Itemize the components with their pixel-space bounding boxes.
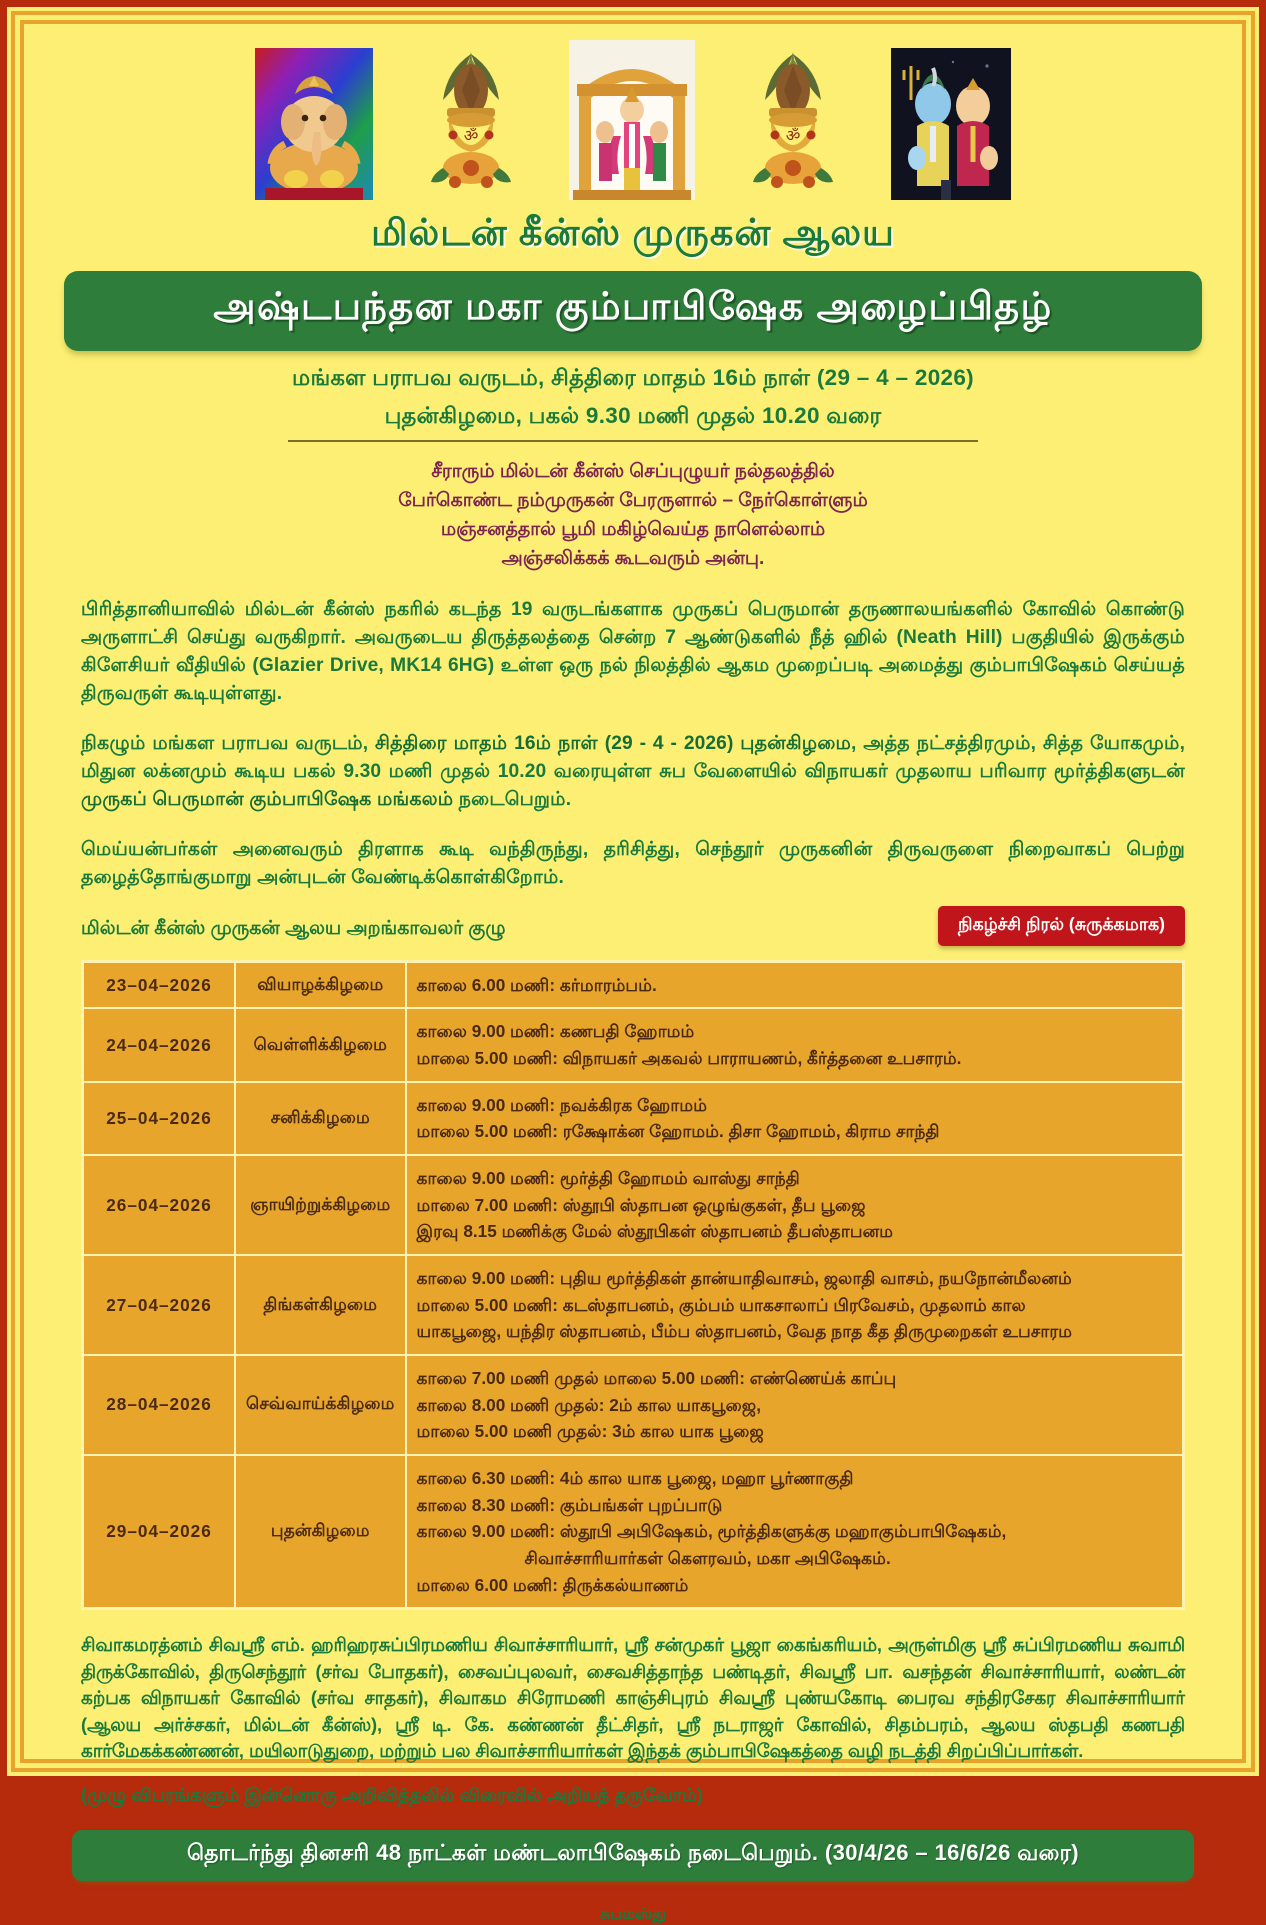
schedule-event-line: சிவாச்சாரியார்கள் கௌரவம், மகா அபிஷேகம். xyxy=(524,1547,891,1568)
schedule-day-cell: சனிக்கிழமை xyxy=(235,1082,406,1155)
schedule-events-cell xyxy=(406,1155,1183,1255)
schedule-day-cell: வியாழக்கிழமை xyxy=(235,962,406,1009)
schedule-table-body xyxy=(83,962,1183,1608)
schedule-event-line: மாலை 5.00 மணி: கடஸ்தாபனம், கும்பம் யாகசாலாப் பிரவேசம், முதலாம் கால xyxy=(416,1294,1026,1315)
ganesha-image xyxy=(255,48,373,200)
kumbabishekam-highlight: முருகப் பெருமான் கும்பாபிஷேக மங்கலம் xyxy=(81,788,454,810)
schedule-event-line: காலை 9.00 மணி: மூர்த்தி ஹோமம் வாஸ்து சாந்தி xyxy=(416,1168,800,1189)
kalasam-image-left xyxy=(419,42,523,200)
frame-layer-yellow-outer xyxy=(7,7,1259,1923)
frame-layer-orange-outer xyxy=(11,11,1255,1923)
frame-layer-orange-inner xyxy=(20,20,1246,1923)
schedule-date-cell: 28–04–2026 xyxy=(83,1355,235,1455)
schedule-row xyxy=(83,1255,1183,1355)
deity-image-strip xyxy=(24,24,1242,206)
schedule-event-line: காலை 6.30 மணி: 4ம் கால யாக பூஜை, மஹா பூர்ணாகுதி xyxy=(416,1467,854,1488)
schedule-row xyxy=(83,1082,1183,1155)
committee-line: மில்டன் கீன்ஸ் முருகன் ஆலய அறங்காவலர் குழு xyxy=(81,917,506,939)
body-content xyxy=(24,596,1242,1808)
paragraph-ceremony-timing xyxy=(81,730,1185,814)
agenda-badge[interactable]: நிகழ்ச்சி நிரல் (சுருக்கமாக) xyxy=(938,906,1185,946)
schedule-event-line: காலை 8.30 மணி: கும்பங்கள் புறப்பாடு xyxy=(416,1494,723,1515)
shiva-parvati-image xyxy=(891,48,1011,200)
schedule-date-cell: 27–04–2026 xyxy=(83,1255,235,1355)
schedule-events-cell xyxy=(406,962,1183,1009)
p1-segment-2: பகுதியில் இருக்கும் கிளேசியர் வீதியில் xyxy=(81,626,1185,676)
schedule-row xyxy=(83,1455,1183,1608)
schedule-day-cell: திங்கள்கிழமை xyxy=(235,1255,406,1355)
schedule-event-line: காலை 9.00 மணி: புதிய மூர்த்திகள் தான்யாதிவாசம், ஜலாதி வாசம், நயநோன்மீலனம் xyxy=(416,1268,1072,1289)
paragraph-invitation-request: மெய்யன்பர்கள் அனைவரும் திரளாக கூடி வந்திருந்து, தரிசித்து, செந்தூர் முருகனின் திருவருளை நிறைவாகப் பெற்று தழைத்தோங்குமாறு அன்புடன் வேண்டிக்கொள்கிறோம். xyxy=(81,838,1185,888)
schedule-event-line: காலை 9.00 மணி: ஸ்தூபி அபிஷேகம், மூர்த்திகளுக்கு மஹாகும்பாபிஷேகம், xyxy=(416,1521,1007,1542)
paragraph-officiating-priests: சிவாகமரத்னம் சிவஸ்ரீ எம். ஹரிஹரசுப்பிரமணிய சிவாச்சாரியார், ஸ்ரீ சன்முகர் பூஜா கைங்கரியம், அருள்மிகு ஸ்ரீ சுப்பிரமணிய சுவாமி திருக்கோவில், திருசெந்தூர் (சர்வ போதகர்), சைவப்புலவர், சைவசித்தாந்த பண்டிதர், சிவஸ்ரீ பா. வசந்தன் சிவாச்சாரியார், லண்டன் கற்பக விநாயகர் கோவில் (சர்வ சாதகர்), சிவாகம சிரோமணி காஞ்சிபுரம் சிவஸ்ரீ புண்யகோடி பைரவ சந்திரசேகர சிவாச்சாரியார் (ஆலய அர்ச்சகர், மில்டன் கீன்ஸ்), ஸ்ரீ டி. கே. கண்ணன் தீட்சிதர், ஸ்ரீ நடராஜர் கோவில், சிதம்பரம், ஆலய ஸ்தபதி கணபதி கார்மேகக்கண்ணன், மயிலாடுதுறை, மற்றும் பல சிவாச்சாரியார்கள் இந்தக் கும்பாபிஷேகத்தை வழி நடத்தி சிறப்பிப்பார்கள். xyxy=(81,1634,1185,1762)
schedule-event-line: காலை 9.00 மணி: நவக்கிரக ஹோமம் xyxy=(416,1094,708,1115)
main-title-banner xyxy=(64,271,1202,351)
svg-text:ॐ: ॐ xyxy=(785,126,801,145)
schedule-row xyxy=(83,1155,1183,1255)
schedule-event-line: மாலை 5.00 மணி: ரக்ஷோக்ன ஹோமம். திசா ஹோமம், கிராம சாந்தி xyxy=(416,1121,940,1142)
p2-segment-1: நிகழும் மங்கள பராபவ வருடம், xyxy=(81,732,376,754)
poster-sheet xyxy=(24,24,1242,1923)
date-line-primary: மங்கள பராபவ வருடம், சித்திரை மாதம் 16ம் நாள் (29 – 4 – 2026) xyxy=(292,365,974,390)
paragraph-temple-history xyxy=(81,596,1185,708)
schedule-day-cell: ஞாயிற்றுக்கிழமை xyxy=(235,1155,406,1255)
ceremony-date-highlight: சித்திரை மாதம் 16ம் நாள் (29 - 4 - 2026) புதன்கிழமை xyxy=(375,732,852,754)
schedule-events-cell xyxy=(406,1082,1183,1155)
verse-line-1: சீராரும் மில்டன் கீன்ஸ் செப்புழுயர் நல்தலத்தில் xyxy=(431,461,835,482)
schedule-event-line: மாலை 7.00 மணி: ஸ்தூபி ஸ்தாபன ஒழுங்குகள், தீப பூஜை xyxy=(416,1194,866,1215)
schedule-date-cell: 26–04–2026 xyxy=(83,1155,235,1255)
schedule-date-cell: 24–04–2026 xyxy=(83,1008,235,1081)
schedule-event-line: மாலை 5.00 மணி முதல்: 3ம் கால யாக பூஜை xyxy=(416,1421,764,1442)
p2-segment-2: , அத்த நட்சத்திரமும், சித்த யோகமும், மிதுன லக்னமும் கூடிய பகல் 9.30 மணி முதல் 10.20 வரையுள்ள சுப வேளையில் விநாயகர் முதலாய பரிவார மூர்த்திகளுடன் xyxy=(81,732,1185,782)
neath-hill-text: (Neath Hill) xyxy=(896,626,1003,648)
glazier-drive-address-text: (Glazier Drive, MK14 6HG) xyxy=(252,654,495,676)
mandalabishekam-text: தொடர்ந்து தினசரி 48 நாட்கள் மண்டலாபிஷேகம் நடைபெறும். (30/4/26 – 16/6/26 வரை) xyxy=(187,1839,1079,1865)
verse-line-4: அஞ்சலிக்கக் கூடவரும் அன்பு. xyxy=(501,547,765,569)
banner-title-text: அஷ்டபந்தன மகா கும்பாபிஷேக அழைப்பிதழ் xyxy=(213,286,1053,328)
schedule-event-line: மாலை 6.00 மணி: திருக்கல்யாணம் xyxy=(416,1574,689,1595)
schedule-day-cell: வெள்ளிக்கிழமை xyxy=(235,1008,406,1081)
schedule-date-cell: 23–04–2026 xyxy=(83,962,235,1009)
schedule-date-cell: 25–04–2026 xyxy=(83,1082,235,1155)
schedule-row xyxy=(83,1008,1183,1081)
schedule-day-cell: செவ்வாய்க்கிழமை xyxy=(235,1355,406,1455)
invocation-verse xyxy=(24,458,1242,574)
mandalabishekam-banner xyxy=(72,1830,1194,1881)
schedule-events-cell xyxy=(406,1255,1183,1355)
schedule-event-line: இரவு 8.15 மணிக்கு மேல் ஸ்தூபிகள் ஸ்தாபனம் தீபஸ்தாபனம xyxy=(416,1221,894,1242)
further-details-note: (முழு விபரங்களும் இன்னொரு அறிவித்தலில் விரைவில் அறியத் தருவோம்) xyxy=(81,1784,703,1805)
schedule-event-line: காலை 9.00 மணி: கணபதி ஹோமம் xyxy=(416,1021,695,1042)
schedule-events-cell xyxy=(406,1008,1183,1081)
murugan-valli-deivanai-image xyxy=(569,40,695,200)
schedule-event-line: காலை 6.00 மணி: கர்மாரம்பம். xyxy=(416,974,657,995)
schedule-table xyxy=(81,960,1185,1610)
schedule-event-line: காலை 7.00 மணி முதல் மாலை 5.00 மணி: எண்ணெய்க் காப்பு xyxy=(416,1368,897,1388)
schedule-event-line: காலை 8.00 மணி முதல்: 2ம் கால யாகபூஜை, xyxy=(416,1394,762,1415)
verse-line-2: பேர்கொண்ட நம்முருகன் பேரருளால் – நேர்கொள்ளும் xyxy=(398,489,868,511)
schedule-day-cell: புதன்கிழமை xyxy=(235,1455,406,1608)
kalasam-image-right xyxy=(741,42,845,200)
schedule-event-line: மாலை 5.00 மணி: விநாயகர் அகவல் பாராயணம், கீர்த்தனை உபசாரம். xyxy=(416,1048,962,1069)
p1-segment-1: பிரித்தானியாவில் மில்டன் கீன்ஸ் நகரில் கடந்த 19 வருடங்களாக முருகப் பெருமான் தருணாலயங்களில் கோவில் கொண்டு அருளாட்சி செய்து வருகிறார். அவருடைய திருத்தலத்தை சென்ற 7 ஆண்டுகளில் நீத் ஹில் xyxy=(81,598,1185,648)
schedule-row xyxy=(83,1355,1183,1455)
divider-rule xyxy=(288,440,978,442)
temple-title: மில்டன் கீன்ஸ் முருகன் ஆலய xyxy=(371,212,895,253)
p1-segment-3: உள்ள ஒரு நல் நிலத்தில் ஆகம முறைப்படி அமைத்து கும்பாபிஷேகம் செய்யத் திருவருள் கூடியுள்ளது. xyxy=(81,654,1185,704)
frame-layer-yellow-inner xyxy=(15,15,1251,1923)
svg-text:ॐ: ॐ xyxy=(463,126,479,145)
schedule-events-cell xyxy=(406,1455,1183,1608)
schedule-row xyxy=(83,962,1183,1009)
verse-line-3: மஞ்சனத்தால் பூமி மகிழ்வெய்த நாளெல்லாம் xyxy=(440,518,826,540)
p2-segment-3: நடைபெறும். xyxy=(453,788,572,810)
schedule-event-line: யாகபூஜை, யந்திர ஸ்தாபனம், பீம்ப ஸ்தாபனம், வேத நாத கீத திருமுறைகள் உபசாரம xyxy=(416,1321,1073,1342)
schedule-events-cell xyxy=(406,1355,1183,1455)
subam-text: சுபமஸ்து xyxy=(599,1905,667,1923)
date-line-secondary: புதன்கிழமை, பகல் 9.30 மணி முதல் 10.20 வரை xyxy=(384,403,882,428)
schedule-date-cell: 29–04–2026 xyxy=(83,1455,235,1608)
